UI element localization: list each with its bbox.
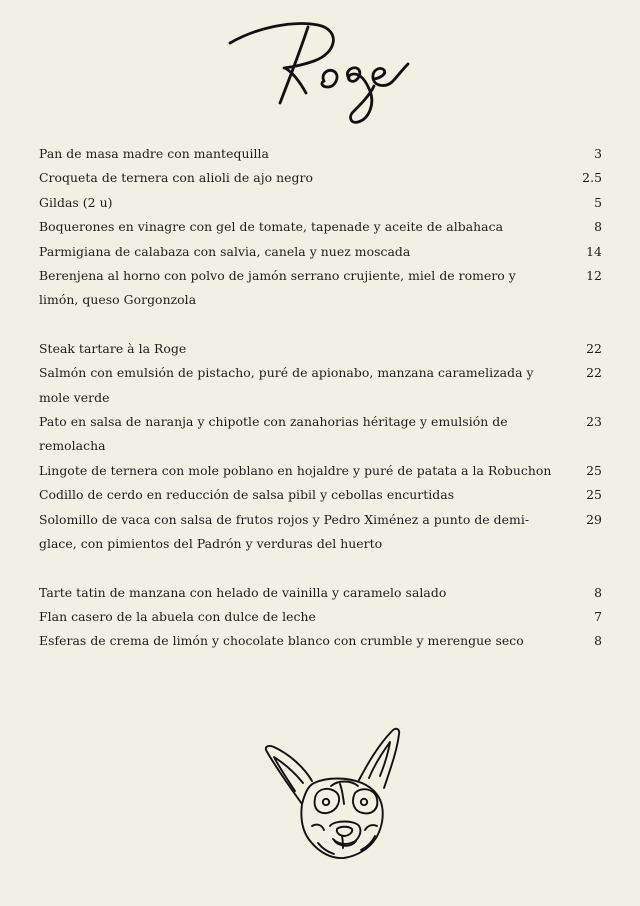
menu-item-name: Boquerones en vinagre con gel de tomate, tapenade y aceite de albahaca: [39, 219, 504, 235]
menu-item-price: 8: [594, 584, 602, 600]
menu-item-price: 22: [586, 365, 602, 381]
menu-item-price: 8: [594, 219, 602, 235]
menu-item: [39, 240, 603, 264]
menu-item: [39, 142, 603, 166]
menu-section-mains: [39, 337, 603, 557]
menu-item-name: Solomillo de vaca con salsa de frutos rojos y Pedro Ximénez a punto de demi-glace, con pimientos del Padrón y verduras del huerto: [39, 511, 530, 552]
menu-item: [39, 459, 603, 483]
menu-item-name: Pato en salsa de naranja y chipotle con zanahorias héritage y emulsión de remolacha: [39, 414, 508, 454]
french-bulldog-illustration: [258, 722, 410, 870]
menu-item-name: Berenjena al horno con polvo de jamón serrano crujiente, miel de romero y limón, queso Gorgonzola: [39, 268, 516, 308]
menu-item-price: 8: [594, 633, 602, 649]
menu-item-name: Codillo de cerdo en reducción de salsa pibil y cebollas encurtidas: [39, 487, 455, 503]
menu-item-price: 22: [586, 340, 602, 356]
menu-item-price: 7: [594, 608, 602, 624]
menu-item-name: Lingote de ternera con mole poblano en hojaldre y puré de patata a la Robuchon: [39, 462, 552, 478]
menu-item: [39, 581, 603, 605]
menu-item: [39, 508, 603, 557]
menu-item: [39, 410, 603, 459]
menu-item-price: 23: [586, 414, 602, 430]
menu-item: [39, 264, 603, 313]
menu-item: [39, 191, 603, 215]
menu-item-price: 2.5: [582, 170, 602, 186]
menu-item-name: Parmigiana de calabaza con salvia, canela y nuez moscada: [39, 243, 411, 259]
menu-item: [39, 337, 603, 361]
menu-item-price: 25: [586, 487, 602, 503]
menu-section-desserts: [39, 581, 603, 654]
menu-item: [39, 605, 603, 629]
menu-item-price: 14: [586, 243, 602, 259]
menu-item: [39, 215, 603, 239]
menu: [39, 142, 603, 654]
menu-item-name: Croqueta de ternera con alioli de ajo negro: [39, 170, 313, 186]
menu-item: [39, 361, 603, 410]
menu-section-starters: [39, 142, 603, 313]
menu-item-price: 3: [594, 146, 602, 161]
menu-item-price: 12: [586, 268, 602, 284]
menu-item-name: Flan casero de la abuela con dulce de leche: [39, 608, 316, 624]
menu-item-name: Esferas de crema de limón y chocolate blanco con crumble y merengue seco: [39, 633, 524, 649]
menu-item: [39, 483, 603, 507]
menu-item-price: 25: [586, 462, 602, 478]
menu-item: [39, 629, 603, 653]
menu-item-name: Steak tartare à la Roge: [39, 340, 187, 356]
menu-item-name: Tarte tatin de manzana con helado de vainilla y caramelo salado: [39, 584, 447, 600]
menu-item-name: Pan de masa madre con mantequilla: [39, 146, 269, 161]
menu-item-name: Gildas (2 u): [39, 194, 113, 210]
menu-item-price: 5: [594, 194, 602, 210]
menu-item-price: 29: [586, 511, 602, 527]
roge-signature-logo: [222, 12, 418, 134]
menu-item-name: Salmón con emulsión de pistacho, puré de apionabo, manzana caramelizada y mole verde: [39, 365, 534, 405]
menu-item: [39, 166, 603, 190]
